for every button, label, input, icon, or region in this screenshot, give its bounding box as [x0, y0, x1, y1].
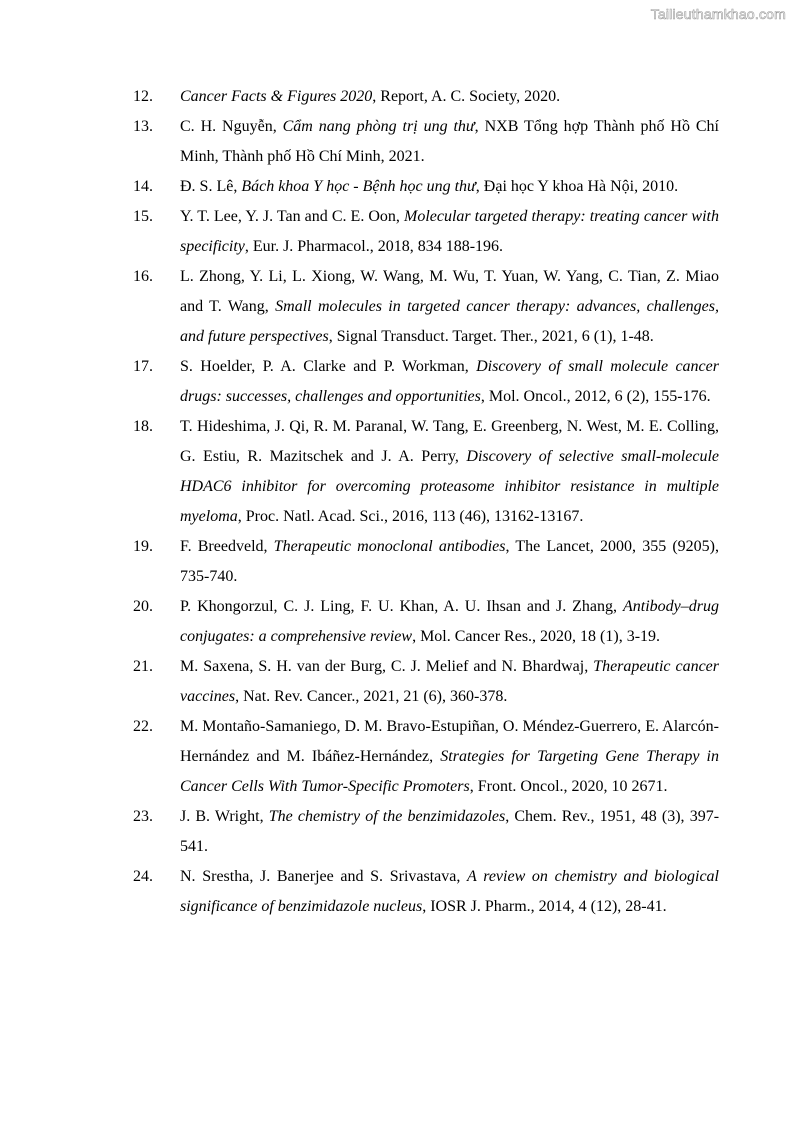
- reference-title: Therapeutic monoclonal antibodies: [273, 538, 506, 555]
- reference-source: , Mol. Oncol., 2012, 6 (2), 155-176.: [480, 388, 711, 405]
- reference-text: [180, 352, 719, 412]
- reference-text: [180, 652, 719, 712]
- reference-text: [180, 112, 719, 172]
- reference-list: [133, 82, 719, 922]
- reference-source: , Report, A. C. Society, 2020.: [372, 88, 561, 105]
- reference-text: [180, 202, 719, 262]
- reference-item: [133, 532, 719, 592]
- reference-item: [133, 112, 719, 172]
- reference-source: , Proc. Natl. Acad. Sci., 2016, 113 (46), 13162-13167.: [237, 508, 584, 525]
- reference-number: 24.: [133, 868, 153, 885]
- reference-number: 17.: [133, 358, 153, 375]
- reference-authors: S. Hoelder, P. A. Clarke and P. Workman,: [180, 358, 477, 375]
- reference-source: , Mol. Cancer Res., 2020, 18 (1), 3-19.: [412, 628, 661, 645]
- reference-authors: M. Saxena, S. H. van der Burg, C. J. Melief and N. Bhardwaj,: [180, 658, 594, 675]
- reference-text: [180, 262, 719, 352]
- reference-title: Antibody–drug conjugates: a comprehensive review: [180, 598, 719, 645]
- reference-title: Small molecules in targeted cancer therapy: advances, challenges, and future perspectives: [180, 298, 720, 345]
- reference-title: Cancer Facts & Figures 2020: [180, 88, 373, 105]
- reference-source: , NXB Tổng hợp Thành phố Hồ Chí Minh, Thành phố Hồ Chí Minh, 2021.: [180, 118, 720, 165]
- reference-source: , Signal Transduct. Target. Ther., 2021, 6 (1), 1-48.: [328, 328, 654, 345]
- reference-source: , Front. Oncol., 2020, 10 2671.: [469, 778, 668, 795]
- reference-item: [133, 862, 719, 922]
- reference-title: The chemistry of the benzimidazoles: [268, 808, 506, 825]
- reference-title: Discovery of selective small-molecule HDAC6 inhibitor for overcoming proteasome inhibitor resistance in multiple myeloma: [180, 448, 720, 525]
- reference-text: [180, 862, 719, 922]
- reference-item: [133, 412, 719, 532]
- reference-item: [133, 82, 719, 112]
- reference-authors: L. Zhong, Y. Li, L. Xiong, W. Wang, M. Wu, T. Yuan, W. Yang, C. Tian, Z. Miao and T. Wang,: [180, 268, 719, 315]
- reference-authors: P. Khongorzul, C. J. Ling, F. U. Khan, A. U. Ihsan and J. Zhang,: [180, 598, 623, 615]
- reference-item: [133, 352, 719, 412]
- reference-item: [133, 802, 719, 862]
- reference-authors: F. Breedveld,: [180, 538, 274, 555]
- reference-number: 16.: [133, 268, 153, 285]
- reference-text: [180, 712, 719, 802]
- reference-number: 13.: [133, 118, 153, 135]
- reference-item: [133, 712, 719, 802]
- reference-number: 14.: [133, 178, 153, 195]
- reference-authors: M. Montaño-Samaniego, D. M. Bravo-Estupiñan, O. Méndez-Guerrero, E. Alarcón-Hernández and M. Ibáñez-Hernández,: [180, 718, 719, 765]
- reference-item: [133, 202, 719, 262]
- reference-source: , Eur. J. Pharmacol., 2018, 834 188-196.: [244, 238, 504, 255]
- reference-item: [133, 592, 719, 652]
- reference-number: 20.: [133, 598, 153, 615]
- reference-number: 22.: [133, 718, 153, 735]
- reference-text: [180, 802, 719, 862]
- reference-text: [180, 172, 719, 202]
- reference-title: Cẩm nang phòng trị ung thư: [282, 118, 475, 135]
- reference-title: A review on chemistry and biological significance of benzimidazole nucleus: [180, 868, 719, 915]
- reference-title: Molecular targeted therapy: treating cancer with specificity: [180, 208, 719, 255]
- reference-source: , Nat. Rev. Cancer., 2021, 21 (6), 360-378.: [235, 688, 508, 705]
- reference-number: 19.: [133, 538, 153, 555]
- reference-authors: C. H. Nguyễn,: [180, 118, 283, 135]
- reference-number: 15.: [133, 208, 153, 225]
- reference-source: , The Lancet, 2000, 355 (9205), 735-740.: [180, 538, 720, 585]
- reference-title: Strategies for Targeting Gene Therapy in Cancer Cells With Tumor-Specific Promoters: [180, 748, 720, 795]
- reference-authors: Y. T. Lee, Y. J. Tan and C. E. Oon,: [180, 208, 404, 225]
- reference-authors: Đ. S. Lê,: [180, 178, 242, 195]
- reference-source: , Chem. Rev., 1951, 48 (3), 397-541.: [180, 808, 720, 855]
- reference-number: 23.: [133, 808, 153, 825]
- reference-authors: T. Hideshima, J. Qi, R. M. Paranal, W. Tang, E. Greenberg, N. West, M. E. Colling, G. Estiu, R. Mazitschek and J. A. Perry,: [180, 418, 719, 465]
- reference-text: [180, 82, 719, 112]
- reference-item: [133, 652, 719, 712]
- reference-source: , IOSR J. Pharm., 2014, 4 (12), 28-41.: [422, 898, 667, 915]
- reference-title: Discovery of small molecule cancer drugs: successes, challenges and opportunities: [180, 358, 719, 405]
- reference-authors: J. B. Wright,: [180, 808, 269, 825]
- reference-text: [180, 412, 719, 532]
- reference-source: , Đại học Y khoa Hà Nội, 2010.: [475, 178, 679, 195]
- reference-text: [180, 592, 719, 652]
- reference-number: 12.: [133, 88, 153, 105]
- reference-text: [180, 532, 719, 592]
- watermark-text: Tailieuthamkhao.com: [650, 6, 786, 22]
- reference-title: Bách khoa Y học - Bệnh học ung thư: [241, 178, 476, 195]
- reference-authors: N. Srestha, J. Banerjee and S. Srivastava,: [180, 868, 468, 885]
- reference-number: 21.: [133, 658, 153, 675]
- reference-number: 18.: [133, 418, 153, 435]
- reference-item: [133, 172, 719, 202]
- reference-item: [133, 262, 719, 352]
- reference-title: Therapeutic cancer vaccines: [180, 658, 719, 705]
